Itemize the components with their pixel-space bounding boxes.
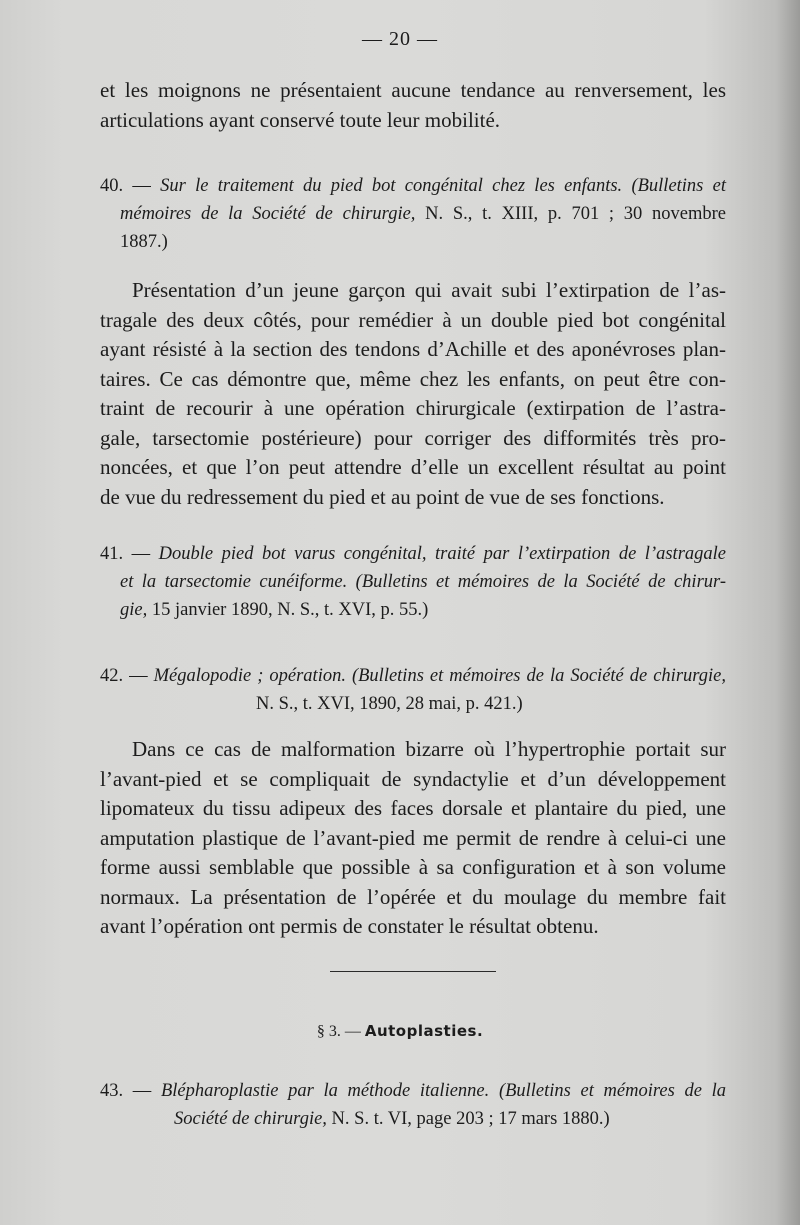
bibliography-entry-42: [100, 662, 726, 718]
text-line: gale, tarsectomie postérieure) pour corriger des difformités très pro-: [100, 425, 726, 450]
page-number: — 20 —: [362, 28, 438, 50]
bibliography-entry-43: [100, 1077, 726, 1133]
text-line: de vue du redressement du pied et au point de vue de ses fonctions.: [100, 484, 665, 509]
entry-title: Blépharoplastie par la méthode italienne.: [160, 1081, 490, 1101]
entry-reference: (Bulletins et mémoires de la Société de chirurgie,: [351, 666, 727, 686]
entry-number: 40. —: [100, 176, 151, 196]
entry-line: [100, 540, 726, 568]
text-line: forme aussi semblable que possible à sa configuration et à son volume: [100, 855, 726, 879]
entry-line: [100, 662, 726, 690]
entry-citation: N. S., t. XIII, p. 701 ; 30 novembre: [425, 204, 726, 224]
text-line: traint de recourir à une opération chirurgicale (extirpation de l’astra-: [100, 396, 726, 420]
entry-reference: (Bulletins et mémoires de la Société de chirur-: [355, 572, 727, 592]
text-line: amputation plastique de l’avant-pied me permit de rendre à celui-ci une: [100, 825, 726, 850]
text-line: Présentation d’un jeune garçon qui avait subi l’extirpation de l’as-: [132, 278, 726, 302]
entry-number: 43. —: [100, 1081, 152, 1101]
entry-line: [100, 568, 726, 596]
entry-line: [100, 200, 726, 228]
text-line: taires. Ce cas démontre que, même chez les enfants, on peut être con-: [100, 366, 726, 391]
section-divider: [330, 971, 496, 972]
entry-reference: (Bulletins et mémoires de la: [498, 1081, 726, 1101]
entry-line: 1887.): [120, 232, 168, 252]
text-line: ayant résisté à la section des tendons d’Achille et des aponévroses plan-: [100, 337, 726, 361]
text-line: normaux. La présentation de l’opérée et du moulage du membre fait: [100, 884, 726, 909]
entry-title: Double pied bot varus congénital, traité par l’extirpation de l’astragale: [158, 544, 726, 564]
bibliography-entry-41: [100, 540, 726, 624]
text-line: avant l’opération ont permis de constater le résultat obtenu.: [100, 914, 599, 938]
entry-reference: Société de chirurgie,: [174, 1109, 327, 1129]
text-line: tragale des deux côtés, pour remédier à un double pied bot congénital: [100, 307, 726, 332]
text-line: lipomateux du tissu adipeux des faces dorsale et plantaire du pied, une: [100, 796, 726, 820]
intro-paragraph: [100, 76, 726, 135]
text-line: Dans ce cas de malformation bizarre où l’hypertrophie portait sur: [132, 737, 726, 761]
entry-42-description: [100, 735, 726, 942]
entry-citation: N. S. t. VI, page 203 ; 17 mars 1880.): [331, 1109, 610, 1129]
entry-line: [100, 1077, 726, 1105]
entry-title: et la tarsectomie cunéiforme.: [120, 572, 348, 592]
entry-citation: 15 janvier 1890, N. S., t. XVI, p. 55.): [151, 600, 429, 620]
entry-number: 41. —: [100, 544, 151, 564]
entry-line: N. S., t. XVI, 1890, 28 mai, p. 421.): [256, 694, 523, 714]
entry-line: [100, 596, 726, 624]
entry-line: [100, 1105, 726, 1133]
entry-title: Sur le traitement du pied bot congénital chez les enfants.: [160, 176, 623, 196]
entry-reference: (Bulletins et: [631, 176, 726, 196]
bibliography-entry-40: [100, 172, 726, 256]
text-line: l’avant-pied et se compliquait de syndactylie et d’un développement: [100, 766, 726, 791]
text-line: noncées, et que l’on peut attendre d’elle un excellent résultat au point: [100, 455, 726, 479]
text-line: et les moignons ne présentaient aucune tendance au renversement, les: [100, 78, 726, 102]
entry-line: [100, 172, 726, 200]
section-title: Autoplasties.: [364, 1022, 484, 1040]
section-heading: [0, 1022, 800, 1041]
entry-title: Mégalopodie ; opération.: [153, 666, 346, 686]
section-prefix: § 3. —: [316, 1023, 361, 1040]
entry-40-description: [100, 276, 726, 512]
entry-reference: gie,: [120, 600, 148, 620]
text-line: articulations ayant conservé toute leur mobilité.: [100, 107, 501, 132]
entry-number: 42. —: [100, 666, 148, 686]
entry-reference: mémoires de la Société de chirurgie,: [120, 204, 416, 224]
